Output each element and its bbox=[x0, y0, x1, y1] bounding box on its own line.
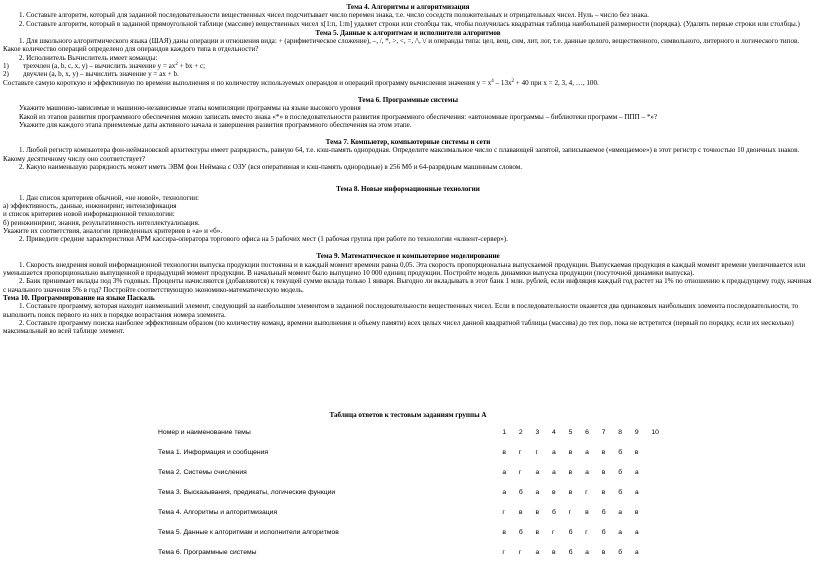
answer-cell: а bbox=[535, 488, 540, 496]
answer-cell: а bbox=[535, 548, 540, 556]
answer-cell: б bbox=[518, 528, 523, 536]
answer-cell: б bbox=[568, 528, 573, 536]
answer-cell: г bbox=[585, 488, 588, 496]
answer-cell: а bbox=[502, 468, 507, 476]
answer-cell: в bbox=[634, 448, 639, 456]
answer-cell: а bbox=[585, 548, 589, 556]
header-col-10: 10 bbox=[651, 428, 659, 436]
answer-cell bbox=[651, 463, 668, 483]
topic-4-task-1: 1. Составьте алгоритм, который для заданной последовательности вещественных чисел подсчитывает число перемен знака, т.е. число соседств положительных и отрицательных чисел. Нуль – число без знака. bbox=[19, 11, 649, 20]
answer-cell: а bbox=[535, 468, 540, 476]
header-col-1: 1 bbox=[502, 428, 507, 436]
answer-cell: б bbox=[601, 508, 606, 516]
row-topic-name: Тема 2. Системы счисления bbox=[158, 468, 247, 476]
row-topic-name: Тема 1. Информация и сообщения bbox=[158, 448, 269, 456]
answer-cell: в bbox=[518, 508, 523, 516]
answer-cell: в bbox=[601, 548, 606, 556]
header-col-4: 4 bbox=[552, 428, 556, 436]
topic-7-task-1: 1. Любой регистр компьютера фон-неймановской архитектуры имеет разрядность, равную 64, т.е. кэш-память однородная. Определите максимальное число с плавающей запятой, записываемое («вмещаемое») в этот регистр с точностью 10 двоичных знаков. Какому десятичному числу оно соответствует? bbox=[3, 146, 800, 163]
answer-cell: г bbox=[568, 508, 572, 516]
row-topic-name: Тема 4. Алгоритмы и алгоритмизация bbox=[158, 508, 278, 516]
topic-8-list-mid: и список критериев новой информационной технологии: bbox=[3, 210, 175, 219]
topic-8-task-1: 1. Дан список критериев обычной, «не новой», технологии: bbox=[19, 193, 199, 202]
topic-9-title: Тема 9. Математическое и компьютерное моделирование bbox=[316, 252, 500, 261]
header-col-7: 7 bbox=[601, 428, 606, 436]
answer-cell: б bbox=[618, 448, 623, 456]
answer-cell: а bbox=[585, 468, 589, 476]
answer-cell: а bbox=[634, 468, 639, 476]
answer-cell: а bbox=[552, 448, 556, 456]
answer-cell: а bbox=[634, 548, 639, 556]
topic-8-list-b: б) реинжиниринг, знания, результативность интеллектуализация. bbox=[3, 218, 200, 227]
topic-6-line-2: Какой из этапов развития программного обеспечения можно записать вместо знака «*» в последовательности развития программного обеспечения: «автономные программы – библиотеки программ – ППП – *»? bbox=[19, 112, 658, 121]
topic-6-title: Тема 6. Программные системы bbox=[357, 95, 459, 104]
table-row bbox=[158, 543, 668, 563]
topic-7-task-2: 2. Какую наименьшую разрядность может иметь ЭВМ фон Неймана с ОЗУ (вся оперативная и кэш-память однородные) в 256 Мб и 64-разрядным машинным словом. bbox=[19, 163, 523, 172]
answer-cell: б bbox=[568, 548, 573, 556]
row-topic-name: Тема 5. Данные к алгоритмам и исполнители алгоритмов bbox=[158, 528, 339, 536]
answer-cell: в bbox=[568, 468, 573, 476]
answers-table-title: Таблица ответов к тестовым заданиям группы А bbox=[329, 411, 487, 419]
answer-cell bbox=[651, 523, 668, 543]
answer-cell: г bbox=[585, 528, 588, 536]
answer-cell: г bbox=[502, 508, 505, 516]
answer-cell: г bbox=[518, 448, 522, 456]
answer-cell bbox=[651, 503, 668, 523]
answer-cell: б bbox=[618, 488, 623, 496]
table-row bbox=[158, 443, 668, 463]
row-topic-name: Тема 3. Высказывания, предикаты, логические функции bbox=[158, 488, 336, 496]
answer-cell: г bbox=[535, 448, 538, 456]
command-1: 1) трехчлен (a, b, c, x, y) – вычислить значение $y = ax^2$ + bx + c; bbox=[3, 62, 206, 71]
answer-cell: в bbox=[568, 488, 573, 496]
table-row bbox=[158, 523, 668, 543]
header-col-3: 3 bbox=[535, 428, 540, 436]
table-row bbox=[158, 463, 668, 483]
answer-cell: в bbox=[585, 508, 589, 516]
answer-cell: в bbox=[552, 548, 556, 556]
answer-cell: б bbox=[552, 508, 556, 516]
topic-8-question: Укажите их соответствия, аналогии приведенных критериев в «а» и «б». bbox=[3, 226, 223, 235]
topic-4-task-2: 2. Составьте алгоритм, который в заданной прямоугольной таблице (массиве) вещественных чисел x[1:n, 1:m] удаляет строки или столбцы так, чтобы получилась квадратная таблица наибольшей размерности (порядка). (Удалять первые строки или столбцы.) bbox=[19, 19, 800, 28]
topic-5-task-formula: Составьте самую короткую и эффективную по времени выполнения и по количеству используемых операндов и операций программу вычисления значения $y = x^4 - 13x^2 + 40$ при x = 2, 3, 4, …, 100. bbox=[3, 78, 599, 87]
answer-cell: в bbox=[634, 508, 639, 516]
command-2: 2) двучлен (a, b, x, y) – вычислить значение y = ax + b. bbox=[3, 70, 179, 79]
topic-5-title: Тема 5. Данные к алгоритмам и исполнители алгоритмов bbox=[315, 28, 501, 37]
answers-table bbox=[158, 423, 668, 563]
answer-cell: б bbox=[618, 468, 623, 476]
answer-cell: а bbox=[552, 468, 556, 476]
header-col-8: 8 bbox=[618, 428, 623, 436]
answer-cell: в bbox=[535, 528, 540, 536]
answer-cell: а bbox=[585, 448, 589, 456]
answer-cell: г bbox=[502, 548, 505, 556]
topic-10-task-2: 2. Составьте программу поиска наиболее эффективным образом (по количеству команд, времени выполнения и объему памяти) всех целых чисел данной квадратной таблицы (массива) до тех пор, пока не встретится (первый по порядку, если их несколько) максимальный во всей таблице элемент. bbox=[3, 318, 794, 336]
document-page bbox=[3, 3, 813, 335]
topic-8-title: Тема 8. Новые информационные технологии bbox=[336, 185, 480, 194]
topic-6-line-1: Укажите машинно-зависимые и машинно-независимые этапы компиляции программы на языке высокого уровня bbox=[19, 104, 361, 113]
header-label: Номер и наименование темы bbox=[158, 428, 251, 436]
answer-cell bbox=[651, 443, 668, 463]
answer-cell: б bbox=[518, 488, 523, 496]
answer-cell: в bbox=[552, 488, 556, 496]
header-col-6: 6 bbox=[585, 428, 589, 436]
topic-10-title: Тема 10. Программирование на языке Паскаль bbox=[3, 293, 155, 302]
header-col-9: 9 bbox=[634, 428, 639, 436]
topic-10-task-1: 1. Составьте программу, которая находит наименьший элемент, следующий за наибольшим элементом в заданной последовательности вещественных чисел. Если в последовательности окажется два одинаковых наибольших элемента последовательности, то выполнить поиск первого из них в порядке возрастания номера элемента. bbox=[3, 302, 799, 319]
topic-7-title: Тема 7. Компьютер, компьютерные системы и сети bbox=[325, 138, 491, 147]
answer-cell: в bbox=[568, 448, 573, 456]
header-col-2: 2 bbox=[518, 428, 523, 436]
header-col-5: 5 bbox=[568, 428, 573, 436]
topic-8-task-2: 2. Приведите средние характеристики АРМ кассира-оператора торгового офиса на 5 рабочих мест (1 рабочая группа при работе по технологии «клиент-сервер»). bbox=[19, 235, 508, 244]
answer-cell: в bbox=[535, 508, 540, 516]
answer-cell: в bbox=[601, 448, 606, 456]
answer-cell: а bbox=[502, 488, 507, 496]
topic-8-list-a: а) эффективность, данные, инжиниринг, интенсификация bbox=[3, 201, 177, 210]
topic-6-line-3: Укажите для каждого этапа приемлемые даты активного начала и завершения развития программного обеспечения на этом этапе. bbox=[19, 120, 412, 129]
topic-9-task-1: 1. Скорость внедрения новой информационной технологии выпуска продукции постоянна и в каждый момент времени равна 0,05. Эта скорость пропорциональна выпускаемой продукции. Выпускаемая продукция в каждый момент времени увеличивается или уменьшается пропорционально выпущенной в предыдущий момент продукции. В начальный момент было выпущено 10 000 единиц продукции. Постройте модель динамики выпуска продукции (посуточной динамики выпуска). bbox=[3, 260, 806, 278]
answer-cell: в bbox=[601, 468, 606, 476]
topic-9-task-2: 2. Банк принимает вклады под 3% годовых. Проценты начисляются (добавляются) к текущей сумме вклада только 1 января. Выгодно ли вкладывать в этот банк 1 млн. рублей, если инфляция каждый год растет на 1% по отношению к предыдущему году, начиная с начального значения 5% в год? Постройте соответствующую экономико-математическую модель. bbox=[3, 277, 812, 294]
answer-cell: в bbox=[502, 528, 506, 536]
row-topic-name: Тема 6. Программные системы bbox=[158, 548, 257, 556]
topic-5-task-2: 2. Исполнитель Вычислитель имеет команды: bbox=[19, 53, 158, 62]
answer-cell: г bbox=[552, 528, 555, 536]
answer-cell: в bbox=[601, 488, 606, 496]
answer-cell: г bbox=[518, 548, 522, 556]
topic-5-task-1: 1. Для школьного алгоритмического языка (ШАЯ) даны операции и отношения вида: + (арифметическое сложение), –, /, *, >, <, =, /\, \/ и операнды типа: цел, вещ, сим, лит, лог, т.е. данные целого, вещественного, символьного, литерного и логического типов. Какое количество операций определено для операндов каждого типа в отдельности? bbox=[3, 37, 800, 54]
answer-cell: а bbox=[634, 488, 639, 496]
answer-cell: а bbox=[618, 508, 623, 516]
answer-cell: б bbox=[601, 528, 606, 536]
table-header-row bbox=[158, 423, 668, 443]
topic-4-title: Тема 4. Алгоритмы и алгоритмизация bbox=[346, 3, 470, 11]
table-row bbox=[158, 483, 668, 503]
answer-cell: а bbox=[618, 528, 623, 536]
answer-cell: б bbox=[618, 548, 623, 556]
table-row bbox=[158, 503, 668, 523]
answer-cell bbox=[651, 483, 668, 503]
answer-cell bbox=[651, 543, 668, 563]
answer-cell: а bbox=[634, 528, 639, 536]
answer-cell: в bbox=[502, 448, 506, 456]
answer-cell: г bbox=[518, 468, 522, 476]
